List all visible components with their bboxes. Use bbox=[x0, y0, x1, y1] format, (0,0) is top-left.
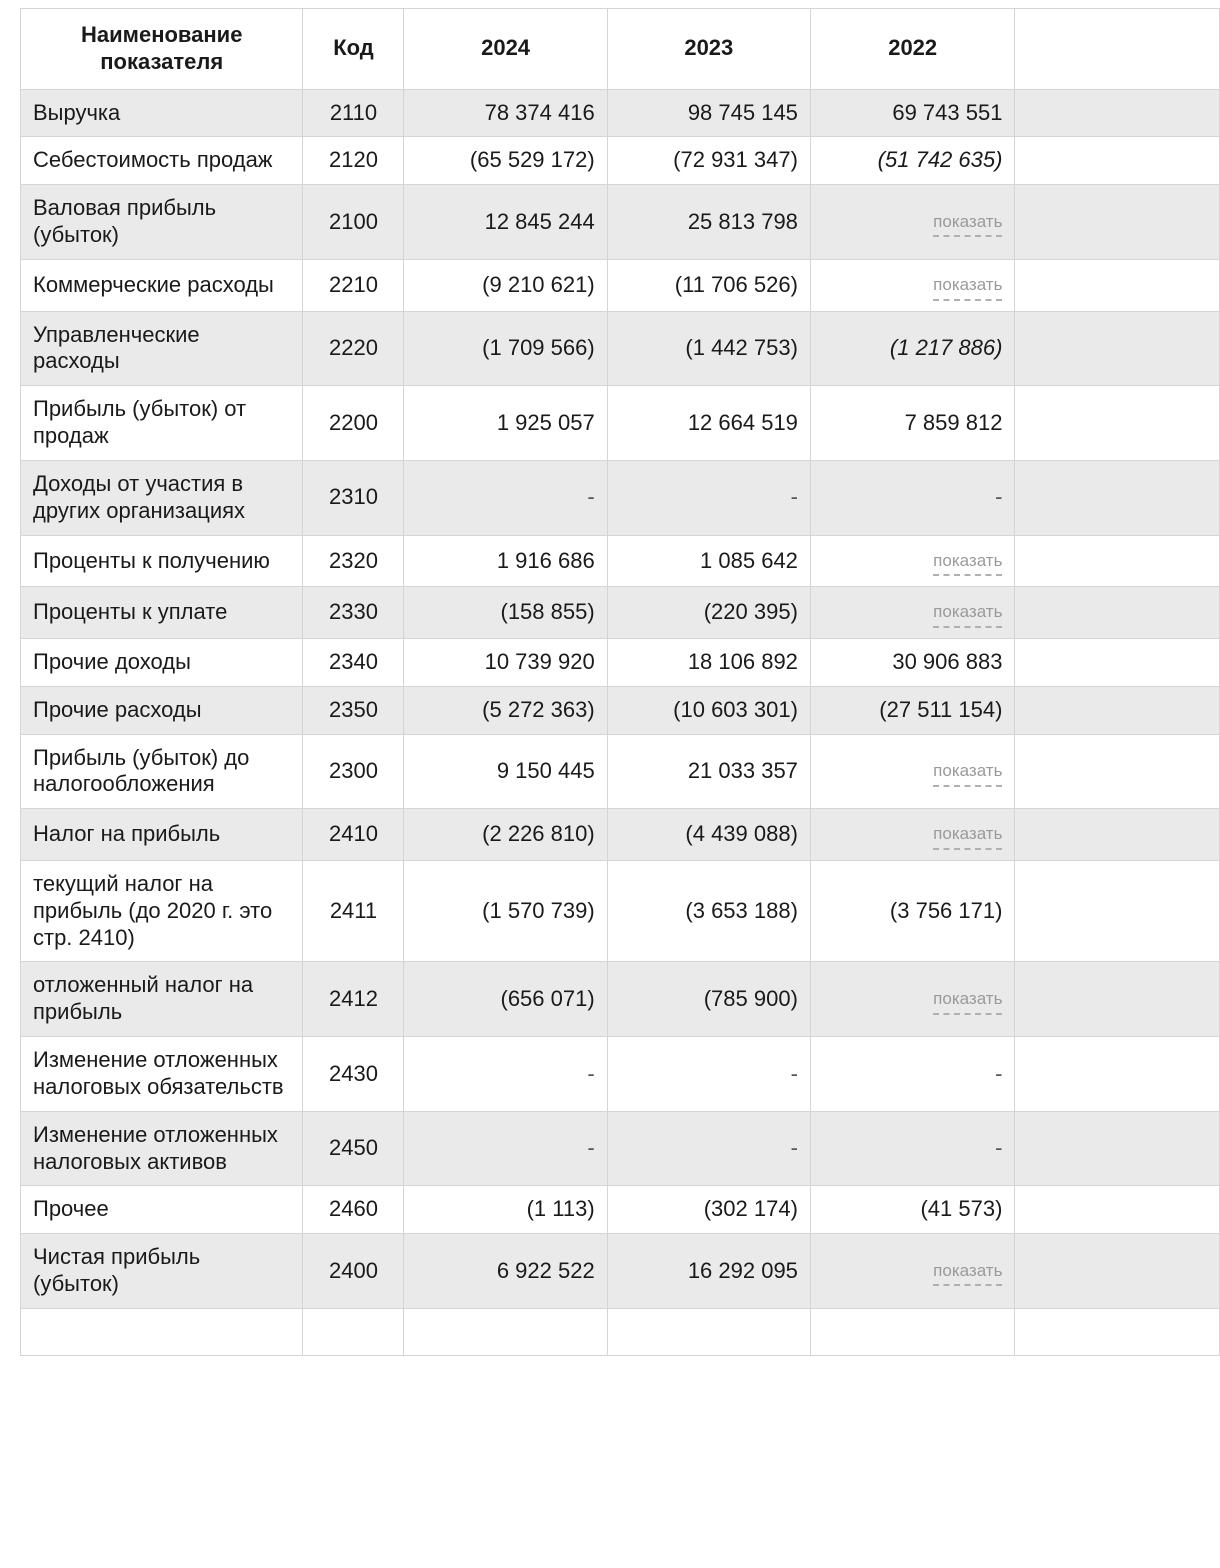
value-2024: (65 529 172) bbox=[404, 137, 607, 185]
table-row bbox=[21, 535, 1220, 587]
table-row bbox=[21, 639, 1220, 687]
row-indicator-name: Налог на прибыль bbox=[21, 809, 303, 861]
table-row bbox=[21, 1186, 1220, 1234]
value-2023: (220 395) bbox=[607, 587, 810, 639]
value-2022 bbox=[810, 535, 1015, 587]
row-indicator-name: Изменение отложенных налоговых активов bbox=[21, 1111, 303, 1186]
table-row bbox=[21, 587, 1220, 639]
row-indicator-name: Прочее bbox=[21, 1186, 303, 1234]
value-overflow bbox=[1015, 311, 1220, 386]
row-code: 2460 bbox=[303, 1186, 404, 1234]
value-2024: (1 113) bbox=[404, 1186, 607, 1234]
row-code: 2330 bbox=[303, 587, 404, 639]
table-row bbox=[21, 460, 1220, 535]
value-2023: 98 745 145 bbox=[607, 89, 810, 137]
row-code: 2100 bbox=[303, 185, 404, 260]
row-code: 2410 bbox=[303, 809, 404, 861]
table-header bbox=[21, 9, 1220, 90]
value-2022: 30 906 883 bbox=[810, 639, 1015, 687]
value-2022: 7 859 812 bbox=[810, 386, 1015, 461]
row-code: 2210 bbox=[303, 259, 404, 311]
value-2024: (1 570 739) bbox=[404, 861, 607, 962]
value-2023 bbox=[607, 1037, 810, 1112]
table-row bbox=[21, 962, 1220, 1037]
value-2023: 18 106 892 bbox=[607, 639, 810, 687]
table-header-row bbox=[21, 9, 1220, 90]
row-code: 2450 bbox=[303, 1111, 404, 1186]
value-2022 bbox=[810, 1111, 1015, 1186]
table-body bbox=[21, 89, 1220, 1355]
value-2024: (1 709 566) bbox=[404, 311, 607, 386]
value-overflow bbox=[1015, 259, 1220, 311]
value-overflow bbox=[1015, 137, 1220, 185]
show-value-link[interactable]: показать bbox=[933, 213, 1002, 238]
row-indicator-name: Проценты к получению bbox=[21, 535, 303, 587]
value-2024: 10 739 920 bbox=[404, 639, 607, 687]
value-2022: (1 217 886) bbox=[810, 311, 1015, 386]
value-2022 bbox=[810, 587, 1015, 639]
table-row bbox=[21, 1234, 1220, 1309]
value-2023: (3 653 188) bbox=[607, 861, 810, 962]
row-indicator-name: Валовая прибыль (убыток) bbox=[21, 185, 303, 260]
value-2022 bbox=[810, 1234, 1015, 1309]
value-2022 bbox=[810, 460, 1015, 535]
empty-value-dash: - bbox=[790, 1060, 798, 1086]
clipped-cell bbox=[1015, 1308, 1220, 1355]
value-2023: (302 174) bbox=[607, 1186, 810, 1234]
row-indicator-name: Прибыль (убыток) от продаж bbox=[21, 386, 303, 461]
value-2024: 12 845 244 bbox=[404, 185, 607, 260]
value-2022 bbox=[810, 185, 1015, 260]
row-indicator-name: Доходы от участия в других организациях bbox=[21, 460, 303, 535]
column-header-name: Наименование показателя bbox=[21, 9, 303, 90]
empty-value-dash: - bbox=[587, 484, 595, 510]
value-overflow bbox=[1015, 686, 1220, 734]
value-2022: 69 743 551 bbox=[810, 89, 1015, 137]
row-code: 2110 bbox=[303, 89, 404, 137]
value-overflow bbox=[1015, 1111, 1220, 1186]
empty-value-dash: - bbox=[790, 1135, 798, 1161]
show-value-link[interactable]: показать bbox=[933, 825, 1002, 850]
clipped-cell bbox=[404, 1308, 607, 1355]
income-statement-table bbox=[20, 8, 1220, 1356]
value-2023: (785 900) bbox=[607, 962, 810, 1037]
show-value-link[interactable]: показать bbox=[933, 762, 1002, 787]
value-2023: 25 813 798 bbox=[607, 185, 810, 260]
show-value-link[interactable]: показать bbox=[933, 552, 1002, 577]
table-row bbox=[21, 1037, 1220, 1112]
value-2024 bbox=[404, 460, 607, 535]
clipped-cell bbox=[21, 1308, 303, 1355]
row-indicator-name: Коммерческие расходы bbox=[21, 259, 303, 311]
value-2024 bbox=[404, 1111, 607, 1186]
table-row bbox=[21, 259, 1220, 311]
row-code: 2400 bbox=[303, 1234, 404, 1309]
row-code: 2350 bbox=[303, 686, 404, 734]
row-code: 2310 bbox=[303, 460, 404, 535]
value-2023: 16 292 095 bbox=[607, 1234, 810, 1309]
value-2024: (9 210 621) bbox=[404, 259, 607, 311]
column-header-code: Код bbox=[303, 9, 404, 90]
table-row bbox=[21, 734, 1220, 809]
row-indicator-name: Прочие доходы bbox=[21, 639, 303, 687]
table-row bbox=[21, 809, 1220, 861]
empty-value-dash: - bbox=[995, 1060, 1003, 1086]
value-2024: 9 150 445 bbox=[404, 734, 607, 809]
value-2023: (11 706 526) bbox=[607, 259, 810, 311]
value-2022 bbox=[810, 734, 1015, 809]
value-2022: (27 511 154) bbox=[810, 686, 1015, 734]
row-code: 2300 bbox=[303, 734, 404, 809]
column-header-2022: 2022 bbox=[810, 9, 1015, 90]
empty-value-dash: - bbox=[790, 484, 798, 510]
value-overflow bbox=[1015, 185, 1220, 260]
value-overflow bbox=[1015, 1186, 1220, 1234]
value-2022 bbox=[810, 809, 1015, 861]
clipped-cell bbox=[607, 1308, 810, 1355]
value-2024: (2 226 810) bbox=[404, 809, 607, 861]
value-2024 bbox=[404, 1037, 607, 1112]
table-row bbox=[21, 386, 1220, 461]
row-indicator-name: Себестоимость продаж bbox=[21, 137, 303, 185]
table-row-clipped bbox=[21, 1308, 1220, 1355]
row-indicator-name: Чистая прибыль (убыток) bbox=[21, 1234, 303, 1309]
empty-value-dash: - bbox=[587, 1060, 595, 1086]
value-overflow bbox=[1015, 962, 1220, 1037]
value-overflow bbox=[1015, 460, 1220, 535]
value-2023: (1 442 753) bbox=[607, 311, 810, 386]
value-overflow bbox=[1015, 1234, 1220, 1309]
row-code: 2320 bbox=[303, 535, 404, 587]
value-2024: 1 925 057 bbox=[404, 386, 607, 461]
row-indicator-name: Прибыль (убыток) до налогообложения bbox=[21, 734, 303, 809]
value-2022: (41 573) bbox=[810, 1186, 1015, 1234]
value-overflow bbox=[1015, 734, 1220, 809]
value-2022 bbox=[810, 962, 1015, 1037]
table-row bbox=[21, 1111, 1220, 1186]
table-row bbox=[21, 311, 1220, 386]
row-code: 2340 bbox=[303, 639, 404, 687]
column-header-2024: 2024 bbox=[404, 9, 607, 90]
row-code: 2200 bbox=[303, 386, 404, 461]
value-overflow bbox=[1015, 386, 1220, 461]
row-indicator-name: Проценты к уплате bbox=[21, 587, 303, 639]
value-2023 bbox=[607, 460, 810, 535]
empty-value-dash: - bbox=[995, 1135, 1003, 1161]
row-code: 2220 bbox=[303, 311, 404, 386]
value-2024: (5 272 363) bbox=[404, 686, 607, 734]
table-row bbox=[21, 861, 1220, 962]
value-2022 bbox=[810, 259, 1015, 311]
value-overflow bbox=[1015, 861, 1220, 962]
table-row bbox=[21, 137, 1220, 185]
value-2024: 78 374 416 bbox=[404, 89, 607, 137]
value-overflow bbox=[1015, 1037, 1220, 1112]
column-header-overflow bbox=[1015, 9, 1220, 90]
value-overflow bbox=[1015, 639, 1220, 687]
show-value-link[interactable]: показать bbox=[933, 276, 1002, 301]
value-2024: 1 916 686 bbox=[404, 535, 607, 587]
value-2022 bbox=[810, 1037, 1015, 1112]
table-scroll-container[interactable] bbox=[20, 8, 1220, 1356]
row-indicator-name: Изменение отложенных налоговых обязательств bbox=[21, 1037, 303, 1112]
row-indicator-name: Управленческие расходы bbox=[21, 311, 303, 386]
row-code: 2430 bbox=[303, 1037, 404, 1112]
row-indicator-name: Прочие расходы bbox=[21, 686, 303, 734]
show-value-link[interactable]: показать bbox=[933, 990, 1002, 1015]
empty-value-dash: - bbox=[587, 1135, 595, 1161]
row-code: 2412 bbox=[303, 962, 404, 1037]
clipped-cell bbox=[810, 1308, 1015, 1355]
show-value-link[interactable]: показать bbox=[933, 603, 1002, 628]
table-row bbox=[21, 686, 1220, 734]
value-overflow bbox=[1015, 89, 1220, 137]
value-2023 bbox=[607, 1111, 810, 1186]
clipped-cell bbox=[303, 1308, 404, 1355]
value-2024: 6 922 522 bbox=[404, 1234, 607, 1309]
value-2023: 21 033 357 bbox=[607, 734, 810, 809]
table-row bbox=[21, 185, 1220, 260]
show-value-link[interactable]: показать bbox=[933, 1262, 1002, 1287]
table-row bbox=[21, 89, 1220, 137]
value-2022: (51 742 635) bbox=[810, 137, 1015, 185]
empty-value-dash: - bbox=[995, 484, 1003, 510]
value-2023: 1 085 642 bbox=[607, 535, 810, 587]
row-code: 2120 bbox=[303, 137, 404, 185]
row-code: 2411 bbox=[303, 861, 404, 962]
row-indicator-name: Выручка bbox=[21, 89, 303, 137]
value-overflow bbox=[1015, 587, 1220, 639]
value-2023: 12 664 519 bbox=[607, 386, 810, 461]
value-overflow bbox=[1015, 535, 1220, 587]
value-2023: (4 439 088) bbox=[607, 809, 810, 861]
row-indicator-name: текущий налог на прибыль (до 2020 г. это стр. 2410) bbox=[21, 861, 303, 962]
value-2024: (158 855) bbox=[404, 587, 607, 639]
value-2024: (656 071) bbox=[404, 962, 607, 1037]
value-2023: (72 931 347) bbox=[607, 137, 810, 185]
value-2022: (3 756 171) bbox=[810, 861, 1015, 962]
value-overflow bbox=[1015, 809, 1220, 861]
row-indicator-name: отложенный налог на прибыль bbox=[21, 962, 303, 1037]
column-header-2023: 2023 bbox=[607, 9, 810, 90]
value-2023: (10 603 301) bbox=[607, 686, 810, 734]
